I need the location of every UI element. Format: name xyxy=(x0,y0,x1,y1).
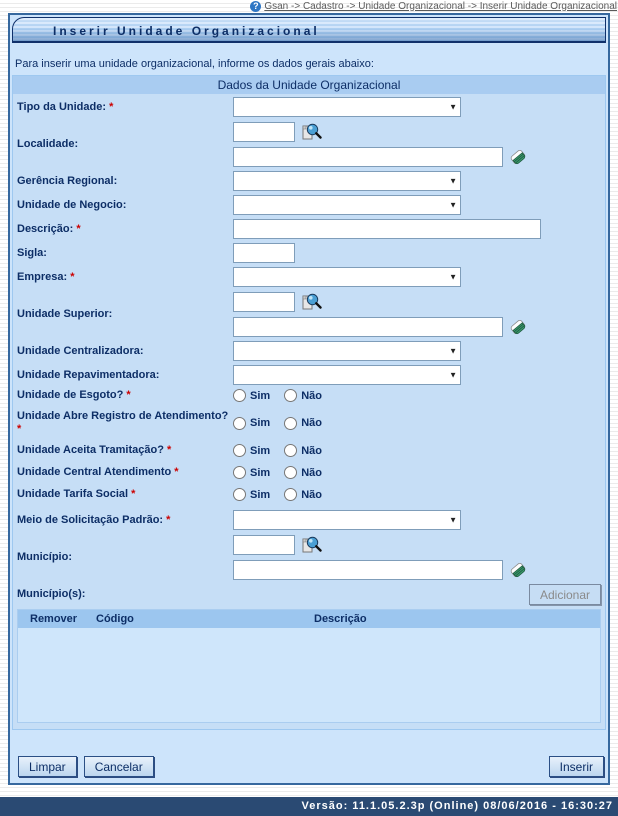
unidade-superior-search-button[interactable] xyxy=(300,291,322,313)
table-body-empty xyxy=(18,628,600,722)
field-row-localidade xyxy=(13,121,605,167)
unidade-superior-description-field xyxy=(233,317,503,337)
unidade-aceita-tramitacao-nao-radio[interactable] xyxy=(284,444,297,457)
unidade-aceita-tramitacao-label-wrap xyxy=(17,444,233,457)
required-marker: * xyxy=(166,444,172,456)
chevron-down-icon: ▼ xyxy=(449,102,457,112)
eraser-icon xyxy=(508,560,528,580)
chevron-down-icon: ▼ xyxy=(449,176,457,186)
tipo-unidade-label: Tipo da Unidade: xyxy=(17,100,107,113)
municipios-label: Município(s): xyxy=(17,588,86,600)
unidade-tarifa-social-label: Unidade Tarifa Social xyxy=(17,488,129,500)
unidade-esgoto-label-wrap xyxy=(17,389,233,402)
unidade-repavimentadora-label: Unidade Repavimentadora: xyxy=(17,368,160,381)
unidade-abre-registro-label-wrap xyxy=(17,410,233,436)
required-marker: * xyxy=(17,423,22,435)
unidade-tarifa-social-label-wrap xyxy=(17,488,233,501)
radio-label-sim: Sim xyxy=(250,488,271,501)
search-icon xyxy=(300,121,322,143)
unidade-superior-label: Unidade Superior: xyxy=(17,307,113,320)
field-row-unidade-abre-registro xyxy=(13,410,605,436)
chevron-down-icon: ▼ xyxy=(449,200,457,210)
unidade-esgoto-nao-radio[interactable] xyxy=(284,389,297,402)
required-marker: * xyxy=(76,222,81,235)
required-marker: * xyxy=(131,488,136,500)
meio-solicitacao-label: Meio de Solicitação Padrão: xyxy=(17,513,164,526)
unidade-esgoto-sim-radio[interactable] xyxy=(233,389,246,402)
instruction-text: Para inserir uma unidade organizacional, informe os dados gerais abaixo: xyxy=(15,58,374,70)
unidade-central-atendimento-sim-radio[interactable] xyxy=(233,466,246,479)
search-icon xyxy=(300,534,322,556)
gerencia-regional-label: Gerência Regional: xyxy=(17,174,118,187)
radio-label-sim: Sim xyxy=(250,444,271,457)
localidade-label: Localidade: xyxy=(17,137,79,150)
field-row-meio-solicitacao xyxy=(13,510,605,530)
chevron-down-icon: ▼ xyxy=(449,515,457,525)
limpar-button[interactable]: Limpar xyxy=(18,756,77,777)
help-icon[interactable]: ? xyxy=(250,1,261,12)
descricao-input[interactable] xyxy=(233,219,541,239)
adicionar-button[interactable]: Adicionar xyxy=(529,584,601,605)
field-row-municipios xyxy=(13,584,605,605)
field-row-descricao xyxy=(13,219,605,239)
radio-label-sim: Sim xyxy=(250,389,271,402)
unidade-tarifa-social-sim-radio[interactable] xyxy=(233,488,246,501)
unidade-central-atendimento-label-wrap xyxy=(17,466,233,479)
table-header-codigo: Código xyxy=(96,613,134,625)
tipo-unidade-label-wrap xyxy=(17,101,233,114)
radio-label-nao: Não xyxy=(301,444,322,457)
required-marker: * xyxy=(70,270,75,283)
search-icon xyxy=(300,291,322,313)
table-header-row xyxy=(18,610,600,628)
version-footer: Versão: 11.1.05.2.3p (Online) 08/06/2016 - 16:30:27 xyxy=(0,797,618,816)
field-row-unidade-centralizadora xyxy=(13,341,605,361)
unidade-abre-registro-label: Unidade Abre Registro de Atendimento? xyxy=(17,410,229,422)
field-row-unidade-tarifa-social xyxy=(13,488,605,501)
municipios-table xyxy=(17,609,601,723)
meio-solicitacao-select[interactable] xyxy=(233,510,461,530)
field-row-sigla xyxy=(13,243,605,263)
eraser-icon xyxy=(508,147,528,167)
chevron-down-icon: ▼ xyxy=(449,370,457,380)
unidade-superior-clear-button[interactable] xyxy=(508,317,528,337)
unidade-central-atendimento-label: Unidade Central Atendimento xyxy=(17,466,172,478)
radio-label-nao: Não xyxy=(301,417,322,429)
main-container xyxy=(8,13,610,785)
municipio-code-input xyxy=(233,535,295,555)
empresa-label-wrap xyxy=(17,271,233,284)
required-marker: * xyxy=(126,389,131,401)
unidade-abre-registro-nao-radio[interactable] xyxy=(284,417,297,430)
cancelar-button[interactable]: Cancelar xyxy=(84,756,154,777)
field-row-municipio xyxy=(13,534,605,580)
municipio-description-field xyxy=(233,560,503,580)
breadcrumb xyxy=(250,0,617,12)
field-row-empresa xyxy=(13,267,605,287)
table-header-remover: Remover xyxy=(30,613,78,625)
sigla-label: Sigla: xyxy=(17,246,47,259)
unidade-tarifa-social-nao-radio[interactable] xyxy=(284,488,297,501)
page-title: Inserir Unidade Organizacional xyxy=(12,17,606,43)
unidade-abre-registro-sim-radio[interactable] xyxy=(233,417,246,430)
form-panel xyxy=(12,75,606,730)
unidade-centralizadora-select[interactable] xyxy=(233,341,461,361)
unidade-superior-code-input[interactable] xyxy=(233,292,295,312)
localidade-description-field xyxy=(233,147,503,167)
unidade-centralizadora-label: Unidade Centralizadora: xyxy=(17,344,144,357)
radio-label-nao: Não xyxy=(301,466,322,479)
chevron-down-icon: ▼ xyxy=(449,272,457,282)
localidade-clear-button[interactable] xyxy=(508,147,528,167)
empresa-select[interactable] xyxy=(233,267,461,287)
empresa-label: Empresa: xyxy=(17,270,68,283)
localidade-search-button[interactable] xyxy=(300,121,322,143)
radio-label-nao: Não xyxy=(301,389,322,402)
required-marker: * xyxy=(166,513,171,526)
section-header: Dados da Unidade Organizacional xyxy=(13,76,605,94)
tipo-unidade-select[interactable] xyxy=(233,97,461,117)
field-row-unidade-negocio xyxy=(13,195,605,215)
table-header-descricao: Descrição xyxy=(314,613,367,625)
radio-label-sim: Sim xyxy=(250,417,271,429)
localidade-code-input[interactable] xyxy=(233,122,295,142)
field-row-gerencia-regional xyxy=(13,171,605,191)
field-row-unidade-repavimentadora xyxy=(13,365,605,385)
field-row-unidade-aceita-tramitacao xyxy=(13,444,605,457)
descricao-label-wrap xyxy=(17,223,233,236)
municipio-search-button[interactable] xyxy=(300,534,322,556)
unidade-central-atendimento-nao-radio[interactable] xyxy=(284,466,297,479)
unidade-aceita-tramitacao-sim-radio[interactable] xyxy=(233,444,246,457)
sigla-input[interactable] xyxy=(233,243,295,263)
breadcrumb-text[interactable]: Gsan -> Cadastro -> Unidade Organizacional -> Inserir Unidade Organizacional xyxy=(264,0,617,12)
meio-solicitacao-label-wrap xyxy=(17,514,233,527)
unidade-aceita-tramitacao-label: Unidade Aceita Tramitação? xyxy=(17,444,164,456)
unidade-esgoto-label: Unidade de Esgoto? xyxy=(17,389,124,401)
unidade-repavimentadora-select[interactable] xyxy=(233,365,461,385)
chevron-down-icon: ▼ xyxy=(449,346,457,356)
unidade-negocio-label: Unidade de Negocio: xyxy=(17,198,127,211)
button-bar xyxy=(18,756,604,777)
radio-label-nao: Não xyxy=(301,488,322,501)
radio-label-sim: Sim xyxy=(250,466,271,479)
field-row-unidade-central-atendimento xyxy=(13,466,605,479)
municipio-clear-button[interactable] xyxy=(508,560,528,580)
eraser-icon xyxy=(508,317,528,337)
gerencia-regional-select[interactable] xyxy=(233,171,461,191)
field-row-unidade-superior xyxy=(13,291,605,337)
descricao-label: Descrição: xyxy=(17,222,74,235)
municipio-label: Município: xyxy=(17,550,72,563)
unidade-negocio-select[interactable] xyxy=(233,195,461,215)
inserir-button[interactable]: Inserir xyxy=(549,756,604,777)
field-row-tipo-unidade xyxy=(13,97,605,117)
required-marker: * xyxy=(174,466,179,478)
required-marker: * xyxy=(109,100,114,113)
field-row-unidade-esgoto xyxy=(13,389,605,402)
